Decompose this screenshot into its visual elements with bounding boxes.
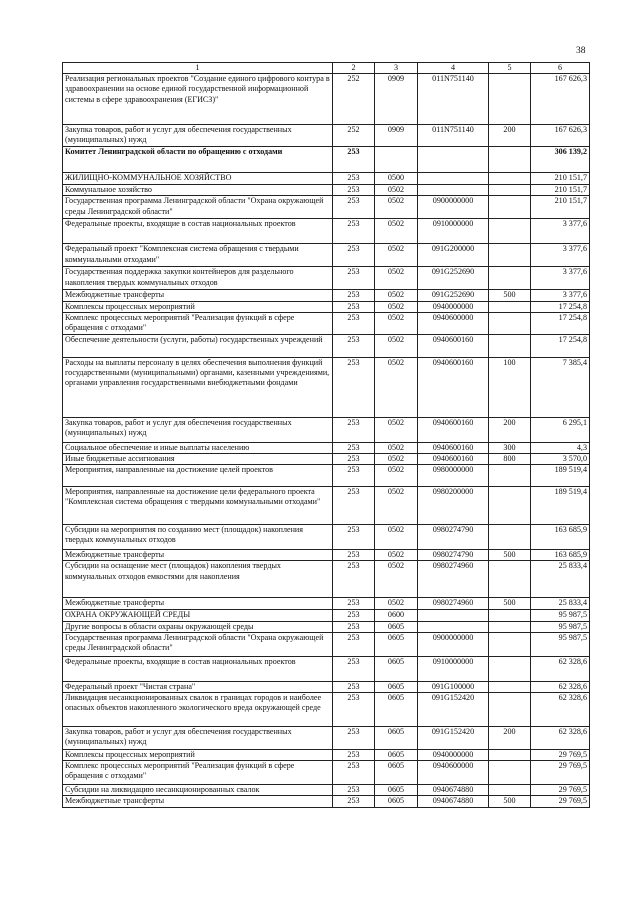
expense-type-cell (489, 185, 531, 196)
amount-cell: 62 328,6 (531, 656, 590, 681)
table-row (63, 74, 590, 125)
target-item-cell: 0940600160 (418, 454, 489, 465)
target-item-cell: 0980274790 (418, 550, 489, 561)
target-item-cell: 0940600160 (418, 442, 489, 453)
target-item-cell: 0910000000 (418, 656, 489, 681)
admin-code-cell: 253 (333, 465, 375, 487)
target-item-cell: 0940674880 (418, 785, 489, 796)
admin-code-cell: 253 (333, 609, 375, 621)
admin-code-cell: 253 (333, 656, 375, 681)
amount-cell: 210 151,7 (531, 173, 590, 185)
section-code-cell: 0502 (375, 525, 418, 550)
admin-code-cell: 253 (333, 312, 375, 334)
table-row (63, 785, 590, 796)
admin-code-cell: 253 (333, 621, 375, 632)
table-row (63, 796, 590, 807)
header-cell: 1 (63, 63, 333, 74)
admin-code-cell: 253 (333, 561, 375, 598)
section-code-cell: 0605 (375, 761, 418, 785)
item-name-cell: Федеральные проекты, входящие в состав национальных проектов (63, 656, 333, 681)
admin-code-cell: 253 (333, 454, 375, 465)
table-row (63, 561, 590, 598)
expense-type-cell: 500 (489, 290, 531, 301)
target-item-cell: 0940600160 (418, 334, 489, 357)
item-name-cell: Другие вопросы в области охраны окружающей среды (63, 621, 333, 632)
admin-code-cell: 253 (333, 598, 375, 609)
admin-code-cell: 253 (333, 173, 375, 185)
section-code-cell: 0502 (375, 185, 418, 196)
amount-cell: 3 377,6 (531, 219, 590, 244)
section-code-cell: 0600 (375, 609, 418, 621)
table-row (63, 173, 590, 185)
admin-code-cell: 253 (333, 693, 375, 727)
target-item-cell: 0940600000 (418, 312, 489, 334)
section-code-cell: 0605 (375, 785, 418, 796)
item-name-cell: Государственная программа Ленинградской области "Охрана окружающей среды Ленинградской области" (63, 632, 333, 656)
header-cell: 4 (418, 63, 489, 74)
section-code-cell: 0500 (375, 173, 418, 185)
item-name-cell: Ликвидация несанкционированных свалок в границах городов и наиболее опасных объектов накопленного экологического вреда окружающей среде (63, 693, 333, 727)
expense-type-cell (489, 74, 531, 125)
table-row (63, 442, 590, 453)
expense-type-cell (489, 196, 531, 219)
item-name-cell: Межбюджетные трансферты (63, 796, 333, 807)
item-name-cell: Субсидии на мероприятия по созданию мест (площадок) накопления твердых коммунальных отходов (63, 525, 333, 550)
expense-type-cell (489, 465, 531, 487)
target-item-cell: 011N751140 (418, 74, 489, 125)
expense-type-cell (489, 693, 531, 727)
admin-code-cell: 253 (333, 681, 375, 692)
table-row (63, 357, 590, 417)
item-name-cell: Комплекс процессных мероприятий "Реализация функций в сфере обращения с отходами" (63, 312, 333, 334)
target-item-cell (418, 173, 489, 185)
expense-type-cell: 500 (489, 598, 531, 609)
item-name-cell: Социальное обеспечение и иные выплаты населению (63, 442, 333, 453)
section-code-cell: 0502 (375, 244, 418, 267)
target-item-cell: 091G152420 (418, 693, 489, 727)
amount-cell: 95 987,5 (531, 621, 590, 632)
item-name-cell: Межбюджетные трансферты (63, 290, 333, 301)
amount-cell: 29 769,5 (531, 785, 590, 796)
expense-type-cell (489, 525, 531, 550)
item-name-cell: Закупка товаров, работ и услуг для обеспечения государственных (муниципальных) нужд (63, 125, 333, 147)
section-code-cell: 0605 (375, 727, 418, 750)
item-name-cell: Мероприятия, направленные на достижение цели федерального проекта "Комплексная система обращения с твердыми коммунальными отходами" (63, 487, 333, 525)
target-item-cell: 0980274960 (418, 598, 489, 609)
page-number: 38 (576, 46, 586, 56)
target-item-cell: 091G100000 (418, 681, 489, 692)
expense-type-cell: 200 (489, 727, 531, 750)
table-row (63, 681, 590, 692)
target-item-cell: 0900000000 (418, 196, 489, 219)
section-code-cell: 0502 (375, 301, 418, 312)
item-name-cell: ОХРАНА ОКРУЖАЮЩЕЙ СРЕДЫ (63, 609, 333, 621)
table-row (63, 185, 590, 196)
section-code-cell: 0502 (375, 267, 418, 290)
amount-cell: 95 987,5 (531, 632, 590, 656)
amount-cell: 29 769,5 (531, 750, 590, 761)
admin-code-cell: 253 (333, 727, 375, 750)
expense-type-cell (489, 750, 531, 761)
amount-cell: 95 987,5 (531, 609, 590, 621)
table-row (63, 147, 590, 173)
header-cell: 5 (489, 63, 531, 74)
target-item-cell: 0940600160 (418, 417, 489, 442)
amount-cell: 3 377,6 (531, 244, 590, 267)
item-name-cell: Субсидии на ликвидацию несанкционированных свалок (63, 785, 333, 796)
item-name-cell: Комитет Ленинградской области по обращению с отходами (63, 147, 333, 173)
item-name-cell: Закупка товаров, работ и услуг для обеспечения государственных (муниципальных) нужд (63, 417, 333, 442)
admin-code-cell: 253 (333, 301, 375, 312)
target-item-cell (418, 147, 489, 173)
admin-code-cell: 253 (333, 796, 375, 807)
section-code-cell: 0909 (375, 125, 418, 147)
expense-type-cell (489, 785, 531, 796)
table-header-row (63, 63, 590, 74)
table-row (63, 621, 590, 632)
amount-cell: 3 377,6 (531, 267, 590, 290)
admin-code-cell: 253 (333, 442, 375, 453)
table-row (63, 219, 590, 244)
section-code-cell: 0605 (375, 693, 418, 727)
admin-code-cell: 253 (333, 219, 375, 244)
target-item-cell: 0980274960 (418, 561, 489, 598)
table-row (63, 525, 590, 550)
admin-code-cell: 253 (333, 244, 375, 267)
admin-code-cell: 253 (333, 417, 375, 442)
table-row (63, 656, 590, 681)
amount-cell: 29 769,5 (531, 796, 590, 807)
section-code-cell: 0502 (375, 442, 418, 453)
expense-type-cell (489, 312, 531, 334)
section-code-cell: 0605 (375, 632, 418, 656)
amount-cell: 3 377,6 (531, 290, 590, 301)
table-row (63, 244, 590, 267)
header-cell: 2 (333, 63, 375, 74)
section-code-cell: 0502 (375, 196, 418, 219)
amount-cell: 62 328,6 (531, 727, 590, 750)
admin-code-cell: 253 (333, 357, 375, 417)
expense-type-cell: 300 (489, 442, 531, 453)
item-name-cell: ЖИЛИЩНО-КОММУНАЛЬНОЕ ХОЗЯЙСТВО (63, 173, 333, 185)
item-name-cell: Субсидии на оснащение мест (площадок) накопления твердых коммунальных отходов емкостями для накопления (63, 561, 333, 598)
admin-code-cell: 252 (333, 74, 375, 125)
table-row (63, 750, 590, 761)
expense-type-cell (489, 487, 531, 525)
item-name-cell: Федеральный проект "Чистая страна" (63, 681, 333, 692)
section-code-cell: 0502 (375, 357, 418, 417)
section-code-cell: 0909 (375, 74, 418, 125)
admin-code-cell: 253 (333, 750, 375, 761)
expense-type-cell (489, 681, 531, 692)
amount-cell: 25 833,4 (531, 598, 590, 609)
table-row (63, 693, 590, 727)
admin-code-cell: 253 (333, 785, 375, 796)
expense-type-cell: 500 (489, 796, 531, 807)
expense-type-cell: 200 (489, 417, 531, 442)
table-row (63, 196, 590, 219)
amount-cell: 7 385,4 (531, 357, 590, 417)
target-item-cell: 0940674880 (418, 796, 489, 807)
table-row (63, 454, 590, 465)
admin-code-cell: 252 (333, 125, 375, 147)
expense-type-cell (489, 334, 531, 357)
amount-cell: 25 833,4 (531, 561, 590, 598)
section-code-cell: 0502 (375, 454, 418, 465)
target-item-cell: 0940000000 (418, 301, 489, 312)
target-item-cell: 0900000000 (418, 632, 489, 656)
amount-cell: 306 139,2 (531, 147, 590, 173)
expense-type-cell (489, 147, 531, 173)
item-name-cell: Закупка товаров, работ и услуг для обеспечения государственных (муниципальных) нужд (63, 727, 333, 750)
section-code-cell: 0502 (375, 312, 418, 334)
section-code-cell: 0502 (375, 334, 418, 357)
target-item-cell: 0940600000 (418, 761, 489, 785)
target-item-cell: 091G152420 (418, 727, 489, 750)
target-item-cell: 0980000000 (418, 465, 489, 487)
section-code-cell: 0502 (375, 487, 418, 525)
item-name-cell: Расходы на выплаты персоналу в целях обеспечения выполнения функций государственными (муниципальными) органами, казенными учреждениями, органами управления государственными внебюджетными фондами (63, 357, 333, 417)
amount-cell: 29 769,5 (531, 761, 590, 785)
admin-code-cell: 253 (333, 487, 375, 525)
target-item-cell: 011N751140 (418, 125, 489, 147)
section-code-cell: 0502 (375, 598, 418, 609)
item-name-cell: Комплексы процессных мероприятий (63, 301, 333, 312)
table-row (63, 312, 590, 334)
section-code-cell: 0605 (375, 796, 418, 807)
admin-code-cell: 253 (333, 761, 375, 785)
section-code-cell: 0502 (375, 219, 418, 244)
item-name-cell: Реализация региональных проектов "Создание единого цифрового контура в здравоохранении на основе единой государственной информационной системы в сфере здравоохранения (ЕГИСЗ)" (63, 74, 333, 125)
admin-code-cell: 253 (333, 267, 375, 290)
admin-code-cell: 253 (333, 147, 375, 173)
section-code-cell: 0502 (375, 561, 418, 598)
item-name-cell: Обеспечение деятельности (услуги, работы) государственных учреждений (63, 334, 333, 357)
target-item-cell: 0940600160 (418, 357, 489, 417)
section-code-cell: 0502 (375, 550, 418, 561)
amount-cell: 189 519,4 (531, 487, 590, 525)
amount-cell: 17 254,8 (531, 301, 590, 312)
amount-cell: 17 254,8 (531, 312, 590, 334)
expense-type-cell (489, 219, 531, 244)
budget-table (62, 62, 590, 808)
target-item-cell: 0980274790 (418, 525, 489, 550)
section-code-cell: 0502 (375, 290, 418, 301)
expense-type-cell (489, 173, 531, 185)
table-row (63, 598, 590, 609)
item-name-cell: Федеральный проект "Комплексная система обращения с твердыми коммунальными отходами" (63, 244, 333, 267)
amount-cell: 210 151,7 (531, 185, 590, 196)
amount-cell: 167 626,3 (531, 74, 590, 125)
target-item-cell (418, 609, 489, 621)
item-name-cell: Межбюджетные трансферты (63, 550, 333, 561)
expense-type-cell (489, 244, 531, 267)
table-row (63, 301, 590, 312)
admin-code-cell: 253 (333, 550, 375, 561)
table-row (63, 550, 590, 561)
expense-type-cell (489, 761, 531, 785)
table-row (63, 609, 590, 621)
target-item-cell: 0910000000 (418, 219, 489, 244)
item-name-cell: Комплексы процессных мероприятий (63, 750, 333, 761)
header-cell: 6 (531, 63, 590, 74)
admin-code-cell: 253 (333, 196, 375, 219)
target-item-cell (418, 185, 489, 196)
admin-code-cell: 253 (333, 334, 375, 357)
amount-cell: 189 519,4 (531, 465, 590, 487)
amount-cell: 17 254,8 (531, 334, 590, 357)
amount-cell: 167 626,3 (531, 125, 590, 147)
section-code-cell: 0605 (375, 750, 418, 761)
target-item-cell: 091G252690 (418, 290, 489, 301)
amount-cell: 3 570,0 (531, 454, 590, 465)
target-item-cell: 091G252690 (418, 267, 489, 290)
expense-type-cell (489, 656, 531, 681)
table-row (63, 125, 590, 147)
amount-cell: 6 295,1 (531, 417, 590, 442)
admin-code-cell: 253 (333, 632, 375, 656)
expense-type-cell (489, 301, 531, 312)
table-row (63, 465, 590, 487)
item-name-cell: Межбюджетные трансферты (63, 598, 333, 609)
item-name-cell: Государственная программа Ленинградской области "Охрана окружающей среды Ленинградской области" (63, 196, 333, 219)
amount-cell: 163 685,9 (531, 525, 590, 550)
table-body (63, 74, 590, 807)
amount-cell: 163 685,9 (531, 550, 590, 561)
admin-code-cell: 253 (333, 525, 375, 550)
item-name-cell: Коммунальное хозяйство (63, 185, 333, 196)
table-row (63, 632, 590, 656)
amount-cell: 62 328,6 (531, 681, 590, 692)
expense-type-cell (489, 267, 531, 290)
table-row (63, 417, 590, 442)
expense-type-cell: 100 (489, 357, 531, 417)
section-code-cell: 0605 (375, 656, 418, 681)
table-row (63, 487, 590, 525)
table-row (63, 761, 590, 785)
item-name-cell: Иные бюджетные ассигнования (63, 454, 333, 465)
table-row (63, 290, 590, 301)
expense-type-cell (489, 561, 531, 598)
amount-cell: 210 151,7 (531, 196, 590, 219)
target-item-cell: 0980200000 (418, 487, 489, 525)
item-name-cell: Комплекс процессных мероприятий "Реализация функций в сфере обращения с отходами" (63, 761, 333, 785)
target-item-cell (418, 621, 489, 632)
section-code-cell: 0605 (375, 621, 418, 632)
expense-type-cell (489, 632, 531, 656)
amount-cell: 62 328,6 (531, 693, 590, 727)
admin-code-cell: 253 (333, 290, 375, 301)
section-code-cell: 0502 (375, 417, 418, 442)
expense-type-cell: 800 (489, 454, 531, 465)
table-row (63, 334, 590, 357)
table-row (63, 727, 590, 750)
amount-cell: 4,3 (531, 442, 590, 453)
item-name-cell: Государственная поддержка закупки контейнеров для раздельного накопления твердых коммунальных отходов (63, 267, 333, 290)
target-item-cell: 0940000000 (418, 750, 489, 761)
expense-type-cell (489, 609, 531, 621)
section-code-cell: 0502 (375, 465, 418, 487)
item-name-cell: Федеральные проекты, входящие в состав национальных проектов (63, 219, 333, 244)
target-item-cell: 091G200000 (418, 244, 489, 267)
header-cell: 3 (375, 63, 418, 74)
admin-code-cell: 253 (333, 185, 375, 196)
item-name-cell: Мероприятия, направленные на достижение целей проектов (63, 465, 333, 487)
expense-type-cell (489, 621, 531, 632)
section-code-cell: 0605 (375, 681, 418, 692)
expense-type-cell: 500 (489, 550, 531, 561)
table-row (63, 267, 590, 290)
section-code-cell (375, 147, 418, 173)
expense-type-cell: 200 (489, 125, 531, 147)
